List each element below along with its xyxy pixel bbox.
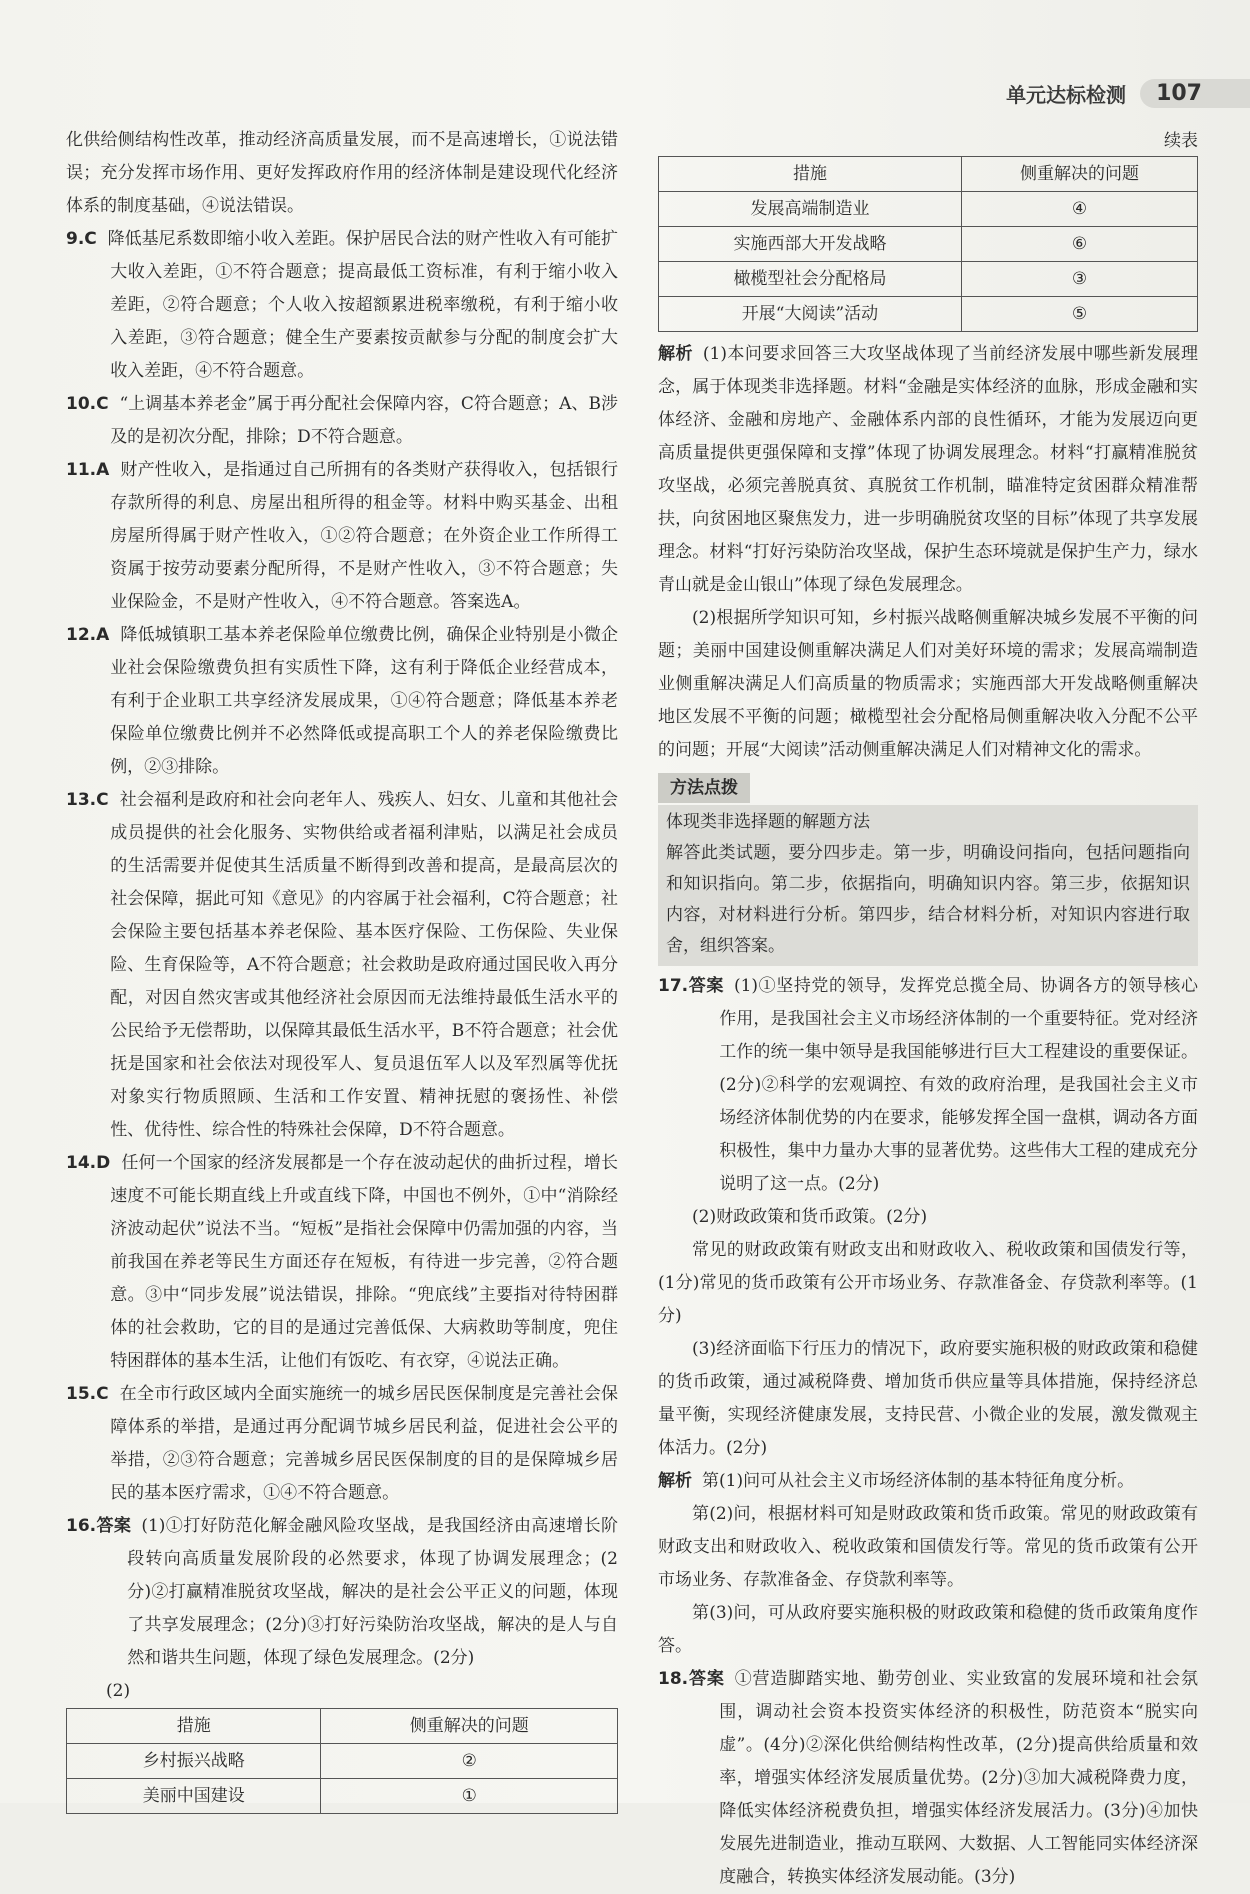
answer-17-p3: 常见的财政政策有财政支出和财政收入、税收政策和国债发行等，(1分)常见的货币政策有公开市场业务、存款准备金、存贷款利率等。(1分) bbox=[658, 1240, 1198, 1326]
answer-11 bbox=[66, 454, 618, 619]
answer-16 bbox=[66, 1510, 618, 1675]
answer-text: ①营造脚踏实地、勤劳创业、实业致富的发展环境和社会氛围，调动社会资本投资实体经济的积极性，防范资本“脱实向虚”。(4分)②深化供给侧结构性改革，(2分)提高供给质量和效率，增强实体经济发展质量优势。(2分)③加大减税降费力度，降低实体经济税费负担，增强实体经济发展活力。(3分)④加快发展先进制造业，推动互联网、大数据、人工智能同实体经济深度融合，转换实体经济发展动能。(3分) bbox=[719, 1669, 1199, 1887]
table-cell: ② bbox=[321, 1744, 618, 1779]
answer-9 bbox=[66, 223, 618, 388]
analysis-17-p2: 第(2)问，根据材料可知是财政政策和货币政策。常见的财政政策有财政支出和财政收入、税收政策和国债发行等。常见的货币政策有公开市场业务、存款准备金、存贷款利率等。 bbox=[658, 1504, 1198, 1590]
table-cell: 美丽中国建设 bbox=[67, 1779, 321, 1814]
tip-subtitle: 体现类非选择题的解题方法 bbox=[666, 812, 870, 832]
table-row bbox=[659, 262, 1198, 297]
table-cell: 乡村振兴战略 bbox=[67, 1744, 321, 1779]
table-row bbox=[659, 192, 1198, 227]
answer-12 bbox=[66, 619, 618, 784]
question-number: 16. bbox=[66, 1516, 97, 1536]
answer-18 bbox=[658, 1663, 1198, 1894]
table-header: 侧重解决的问题 bbox=[961, 157, 1197, 192]
continued-label: 续表 bbox=[1164, 131, 1198, 151]
question-number: 11.A bbox=[66, 460, 110, 480]
intro-paragraph: 化供给侧结构性改革，推动经济高质量发展，而不是高速增长，①说法错误；充分发挥市场作用、更好发挥政府作用的经济体制是建设现代化经济体系的制度基础，④说法错误。 bbox=[66, 130, 618, 216]
answer-10 bbox=[66, 388, 618, 454]
table-header: 侧重解决的问题 bbox=[321, 1709, 618, 1744]
answer-14 bbox=[66, 1147, 618, 1378]
table-cell: ① bbox=[321, 1779, 618, 1814]
header-title: 单元达标检测 bbox=[1006, 82, 1127, 107]
table-row bbox=[659, 227, 1198, 262]
measures-table-1 bbox=[66, 1708, 618, 1814]
analysis-label: 解析 bbox=[658, 344, 693, 364]
answer-17-p4: (3)经济面临下行压力的情况下，政府要实施积极的财政政策和稳健的货币政策，通过减税降费、增加货币供应量等具体措施，保持经济总量平衡，实现经济健康发展，支持民营、小微企业的发展，激发微观主体活力。(2分) bbox=[658, 1339, 1198, 1458]
answer-text: (1)①打好防范化解金融风险攻坚战，是我国经济由高速增长阶段转向高质量发展阶段的必然要求，体现了协调发展理念；(2分)②打赢精准脱贫攻坚战，解决的是社会公平正义的问题，体现了共享发展理念；(2分)③打好污染防治攻坚战，解决的是人与自然和谐共生问题，体现了绿色发展理念。(2分) bbox=[127, 1516, 618, 1668]
analysis-16-p2: (2)根据所学知识可知，乡村振兴战略侧重解决城乡发展不平衡的问题；美丽中国建设侧重解决满足人们对美好环境的需求；发展高端制造业侧重解决满足人们高质量的物质需求；实施西部大开发战略侧重解决地区发展不平衡的问题；橄榄型社会分配格局侧重解决收入分配不公平的问题；开展“大阅读”活动侧重解决满足人们对精神文化的需求。 bbox=[658, 608, 1198, 760]
answer-label: 答案 bbox=[96, 1516, 132, 1536]
table-cell: 实施西部大开发战略 bbox=[659, 227, 962, 262]
analysis-label: 解析 bbox=[658, 1471, 692, 1491]
right-column bbox=[658, 126, 1198, 1894]
analysis-17-p3: 第(3)问，可从政府要实施积极的财政政策和稳健的货币政策角度作答。 bbox=[658, 1603, 1198, 1656]
answer-17-p2: (2)财政政策和货币政策。(2分) bbox=[692, 1207, 928, 1227]
table-cell: 发展高端制造业 bbox=[659, 192, 962, 227]
table-cell: ⑤ bbox=[961, 297, 1197, 332]
table-header-row bbox=[659, 157, 1198, 192]
analysis-text: (1)本问要求回答三大攻坚战体现了当前经济发展中哪些新发展理念，属于体现类非选择题。材料“金融是实体经济的血脉，形成金融和实体经济、金融和房地产、金融体系内部的良性循环，才能为发展迈向更高质量提供更强保障和支撑”体现了协调发展理念。材料“打赢精准脱贫攻坚战，必须完善脱真贫、真脱贫工作机制，瞄准特定贫困群众精准帮扶，向贫困地区聚焦发力，进一步明确脱贫攻坚的目标”体现了共享发展理念。材料“打好污染防治攻坚战，保护生态环境就是保护生产力，绿水青山就是金山银山”体现了绿色发展理念。 bbox=[658, 344, 1198, 595]
method-tip bbox=[658, 767, 1198, 966]
answer-text: 任何一个国家的经济发展都是一个存在波动起伏的曲折过程，增长速度不可能长期直线上升或直线下降，中国也不例外，①中“消除经济波动起伏”说法不当。“短板”是指社会保障中仍需加强的内容，当前我国在养老等民生方面还存在短板，有待进一步完善，②符合题意。③中“同步发展”说法错误，排除。“兜底线”主要指对待特困群体的社会救助，它的目的是通过完善低保、大病救助等制度，兜住特困群体的基本生活，让他们有饭吃、有衣穿，④说法正确。 bbox=[110, 1153, 619, 1371]
answer-text: 降低城镇职工基本养老保险单位缴费比例，确保企业特别是小微企业社会保险缴费负担有实质性下降，这有利于降低企业经营成本，有利于企业职工共享经济发展成果，①④符合题意；降低基本养老保险单位缴费比例并不必然降低或提高职工个人的养老保险缴费比例，②③排除。 bbox=[110, 625, 618, 777]
question-number: 17. bbox=[658, 976, 689, 996]
table-cell: 开展“大阅读”活动 bbox=[659, 297, 962, 332]
answer-text: 降低基尼系数即缩小收入差距。保护居民合法的财产性收入有可能扩大收入差距，①不符合题意；提高最低工资标准，有利于缩小收入差距，②符合题意；个人收入按超额累进税率缴税，有利于缩小收入差距，③符合题意；健全生产要素按贡献参与分配的制度会扩大收入差距，④不符合题意。 bbox=[107, 229, 619, 381]
answer-label: 答案 bbox=[688, 1669, 725, 1689]
tip-text: 解答此类试题，要分四步走。第一步，明确设问指向，包括问题指向和知识指向。第二步，依据指向，明确知识内容。第三步，依据知识内容，对材料进行分析。第四步，结合材料分析，对知识内容进行取舍，组织答案。 bbox=[666, 843, 1190, 956]
table-header-row bbox=[67, 1709, 618, 1744]
table-header: 措施 bbox=[659, 157, 962, 192]
table-cell: ⑥ bbox=[961, 227, 1197, 262]
table-cell: ③ bbox=[961, 262, 1197, 297]
measures-table-2 bbox=[658, 156, 1198, 332]
tip-box bbox=[658, 805, 1198, 966]
analysis-16-p1 bbox=[658, 338, 1198, 602]
answer-text: 社会福利是政府和社会向老年人、残疾人、妇女、儿童和其他社会成员提供的社会化服务、实物供给或者福利津贴，以满足社会成员的生活需要并促使其生活质量不断得到改善和提高，是最高层次的社会保障，据此可知《意见》的内容属于社会福利，C符合题意；社会保险主要包括基本养老保险、基本医疗保险、工伤保险、失业保险、生育保险等，A不符合题意；社会救助是政府通过国民收入再分配，对因自然灾害或其他经济社会原因而无法维持最低生活水平的公民给予无偿帮助，以保障其最低生活水平，B不符合题意；社会优抚是国家和社会依法对现役军人、复员退伍军人以及军烈属等优抚对象实行物质照顾、生活和工作安置、精神抚慰的褒扬性、补偿性、优待性、综合性的特殊社会保障，D不符合题意。 bbox=[110, 790, 619, 1140]
tip-title: 方法点拨 bbox=[658, 773, 750, 803]
analysis-17-p1 bbox=[658, 1465, 1198, 1498]
part-2-label: (2) bbox=[106, 1681, 131, 1701]
table-row bbox=[67, 1744, 618, 1779]
question-number: 10.C bbox=[66, 394, 109, 414]
answer-13 bbox=[66, 784, 618, 1147]
answer-text: 财产性收入，是指通过自己所拥有的各类财产获得收入，包括银行存款所得的利息、房屋出租所得的租金等。材料中购买基金、出租房屋所得属于财产性收入，①②符合题意；在外资企业工作所得工资属于按劳动要素分配所得，不是财产性收入，③不符合题意；失业保险金，不是财产性收入，④不符合题意。答案选A。 bbox=[110, 460, 618, 612]
answer-text: “上调基本养老金”属于再分配社会保障内容，C符合题意；A、B涉及的是初次分配，排除；D不符合题意。 bbox=[110, 394, 618, 447]
answer-17 bbox=[658, 970, 1198, 1201]
table-header: 措施 bbox=[67, 1709, 321, 1744]
answer-label: 答案 bbox=[688, 976, 724, 996]
question-number: 18. bbox=[658, 1669, 689, 1689]
question-number: 9.C bbox=[66, 229, 97, 249]
table-cell: 橄榄型社会分配格局 bbox=[659, 262, 962, 297]
page-header bbox=[1006, 76, 1250, 110]
table-row bbox=[67, 1779, 618, 1814]
question-number: 15.C bbox=[66, 1384, 109, 1404]
table-row bbox=[659, 297, 1198, 332]
question-number: 14.D bbox=[66, 1153, 111, 1173]
page-number: 107 bbox=[1140, 79, 1250, 108]
answer-15 bbox=[66, 1378, 618, 1510]
left-column bbox=[66, 124, 618, 1814]
question-number: 13.C bbox=[66, 790, 109, 810]
question-number: 12.A bbox=[66, 625, 110, 645]
answer-text: (1)①坚持党的领导，发挥党总揽全局、协调各方的领导核心作用，是我国社会主义市场经济体制的一个重要特征。党对经济工作的统一集中领导是我国能够进行巨大工程建设的重要保证。(2分)②科学的宏观调控、有效的政府治理，是我国社会主义市场经济体制优势的内在要求，能够发挥全国一盘棋，调动各方面积极性，集中力量办大事的显著优势。这些伟大工程的建成充分说明了这一点。(2分) bbox=[719, 976, 1199, 1194]
answer-text: 在全市行政区域内全面实施统一的城乡居民医保制度是完善社会保障体系的举措，是通过再分配调节城乡居民利益，促进社会公平的举措，②③符合题意；完善城乡居民医保制度的目的是保障城乡居民的基本医疗需求，①④不符合题意。 bbox=[110, 1384, 619, 1503]
analysis-text: 第(1)问可从社会主义市场经济体制的基本特征角度分析。 bbox=[702, 1471, 1135, 1491]
table-cell: ④ bbox=[961, 192, 1197, 227]
